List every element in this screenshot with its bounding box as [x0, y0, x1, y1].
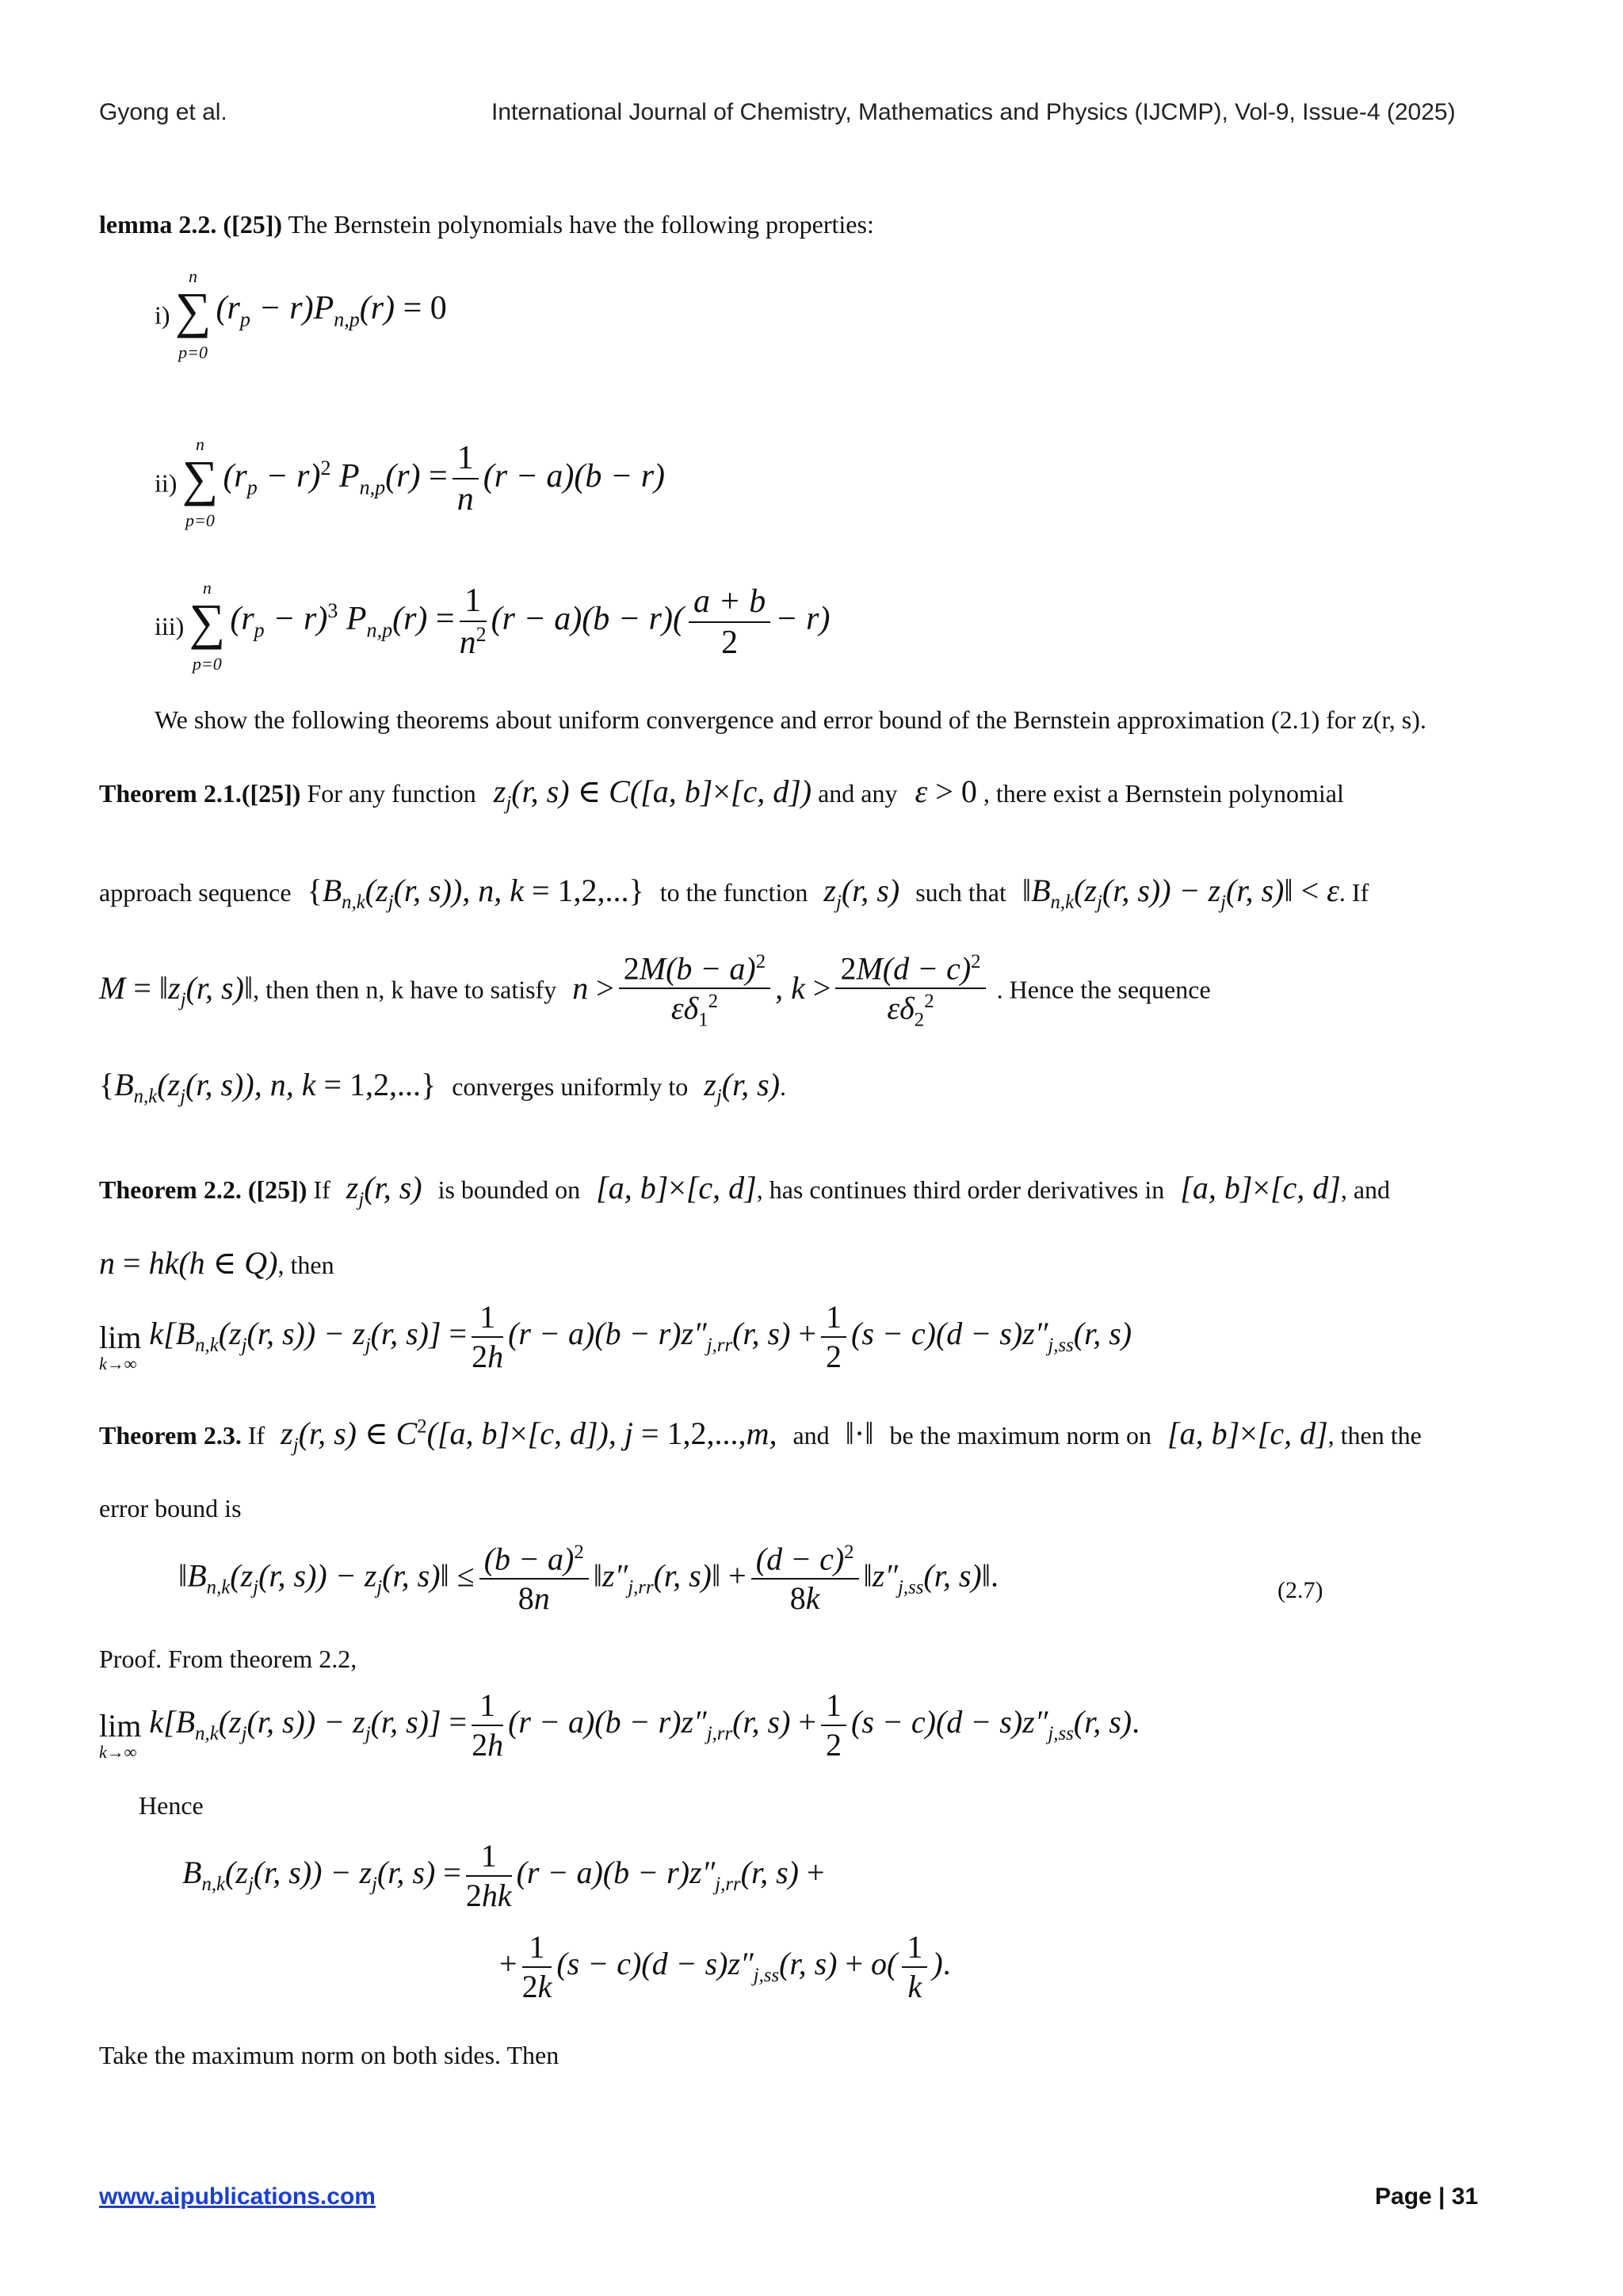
- footer-page-number: Page | 31: [1375, 2183, 1479, 2210]
- formula: {$B_{n,k}(z_j(r$, s)), n, k = 1,2,...}: [307, 873, 644, 913]
- proof-last-line: Take the maximum norm on both sides. Then: [99, 2041, 559, 2069]
- text: and: [792, 1421, 830, 1450]
- lemma-item-i: [155, 266, 447, 362]
- proof-hence: Hence: [139, 1791, 204, 1820]
- formula-i: n ∑ p=0 $(r_p - r)P_{n,p}(r) = 0$: [174, 266, 447, 362]
- proof-formula-1: lim k→∞ $k[B_{n,k}(z_j(r$, $s)) - z_j(r$, s)] = $\frac{1}{2h}$ $(r - a)(b - r)z''_{j,rr}(r$, s) + $\frac{1}{2}$ $(s - c)(d - s)z''_{j,ss}(r$, s).: [99, 1687, 1140, 1763]
- formula: n = hk(h ∈ Q): [99, 1245, 278, 1281]
- theorem-2-2-label: Theorem 2.2. ([25]): [99, 1175, 307, 1204]
- text: is bounded on: [437, 1175, 581, 1204]
- text: If: [247, 1421, 265, 1450]
- lemma-label: lemma 2.2. ([25]): [99, 210, 283, 239]
- running-header-authors: Gyong et al.: [99, 99, 227, 125]
- equation-number: (2.7): [1277, 1577, 1323, 1603]
- text: , then: [277, 1251, 334, 1279]
- text: such that: [915, 878, 1006, 907]
- item-label: i): [155, 300, 170, 330]
- theorem-2-3-label: Theorem 2.3.: [99, 1421, 242, 1450]
- formula: $M = ‖z_j(r$, s)‖: [99, 969, 254, 1010]
- lemma-item-iii: [155, 577, 831, 674]
- theorem-2-1-line-2: [99, 872, 1369, 914]
- theorem-2-1-label: Theorem 2.1.([25]): [99, 779, 301, 808]
- formula: [a, b]×[c, d]: [1167, 1415, 1328, 1451]
- formula: $‖B_{n,k}(z_j(r$, $s)) - z_j(r$, s)‖ < ε: [1022, 873, 1339, 913]
- theorem-2-2-line-1: [99, 1169, 1390, 1211]
- formula: [a, b]×[c, d]: [1180, 1170, 1341, 1205]
- text: . If: [1338, 878, 1369, 907]
- theorem-2-2-line-2: [99, 1244, 334, 1282]
- text: , has continues third order derivatives in: [756, 1175, 1165, 1204]
- formula: $z_j(r$, s): [346, 1170, 422, 1210]
- formula: n > $\frac{2M(b - a)^2}{\varepsilon\delta_1^2}$ , k > $\frac{2M(d - c)^2}{\varepsilon\delta_2^2}$: [572, 970, 990, 1006]
- equation-2-7: $‖B_{n,k}(z_j(r$, $s)) - z_j(r$, s)‖ ≤ $\frac{(b - a)^2}{8n}$ $‖z''_{j,rr}(r$, s)‖ + $\frac{(d - c)^2}{8k}$ $‖z''_{j,ss}(r$, s)‖.: [178, 1541, 999, 1617]
- footer-url-link[interactable]: www.aipublications.com: [99, 2183, 376, 2210]
- lemma-line: [99, 210, 874, 239]
- formula-iii: n ∑ p=0 $(r_p - r)^3$ $P_{n,p}(r)$ = $\frac{1}{n^2}$ (r − a)(b − r)( $\frac{a + b}{2}$ − r): [189, 577, 831, 674]
- text: If: [313, 1175, 330, 1204]
- formula: $z_j(r$, s) ∈ C([a, b]×[c, d]): [493, 774, 812, 814]
- formula: $z_j(r$, s): [704, 1067, 781, 1107]
- item-label: ii): [155, 468, 178, 498]
- formula: ‖·‖: [845, 1415, 874, 1451]
- lemma-item-ii: [155, 434, 666, 531]
- theorem-2-1-line-1: [99, 773, 1344, 815]
- text: approach sequence: [99, 878, 292, 907]
- formula: {$B_{n,k}(z_j(r$, s)), n, k = 1,2,...}: [99, 1067, 437, 1107]
- formula: ε > 0: [915, 774, 977, 809]
- text: , and: [1340, 1175, 1391, 1204]
- lemma-text: The Bernstein polynomials have the following properties:: [288, 210, 874, 239]
- text: For any function: [307, 779, 476, 808]
- proof-intro: Proof. From theorem 2.2,: [99, 1645, 357, 1673]
- item-label: iii): [155, 612, 185, 641]
- proof-formula-2-line-1: $B_{n,k}(z_j(r$, $s)) - z_j(r$, s) = $\frac{1}{2hk}$ $(r - a)(b - r)z''_{j,rr}(r$, s) +: [182, 1838, 825, 1913]
- text: , then the: [1327, 1421, 1422, 1450]
- theorem-2-3-line-2: error bound is: [99, 1494, 242, 1522]
- text: converges uniformly to: [452, 1072, 689, 1101]
- text: be the maximum norm on: [889, 1421, 1152, 1450]
- formula: [a, b]×[c, d]: [596, 1170, 757, 1205]
- text: , then then n, k have to satisfy: [253, 975, 557, 1004]
- theorem-2-2-formula: lim k→∞ $k[B_{n,k}(z_j(r$, $s)) - z_j(r$, s)] = $\frac{1}{2h}$ $(r - a)(b - r)z''_{j,rr}(r$, s) + $\frac{1}{2}$ $(s - c)(d - s)z''_{j,ss}(r$, s): [99, 1299, 1132, 1374]
- formula: $z_j(r$, s): [823, 873, 900, 913]
- proof-formula-2-line-2: + $\frac{1}{2k}$ $(s - c)(d - s)z''_{j,ss}(r$, s) + o( $\frac{1}{k}$ ).: [499, 1929, 951, 2004]
- intro-paragraph: We show the following theorems about uniform convergence and error bound of the Bernstein approximation (2.1) for z(r, s).: [155, 705, 1426, 734]
- text: , there exist a Bernstein polynomial: [983, 779, 1344, 808]
- running-header-journal: International Journal of Chemistry, Mathematics and Physics (IJCMP), Vol-9, Issue-4 (2025): [491, 99, 1456, 125]
- text: and any: [818, 779, 898, 808]
- theorem-2-1-line-3: [99, 951, 1211, 1031]
- theorem-2-1-line-4: {$B_{n,k}(z_j(r$, s)), n, k = 1,2,...} converges uniformly to $z_j(r$, s).: [99, 1067, 787, 1107]
- formula-ii: n ∑ p=0 $(r_p - r)^2$ $P_{n,p}(r)$ = $\frac{1}{n}$ (r − a)(b − r): [181, 434, 666, 531]
- text: to the function: [659, 878, 808, 907]
- theorem-2-3-line-1: [99, 1415, 1422, 1457]
- text: . Hence the sequence: [996, 975, 1211, 1004]
- formula: $z_j(r$, s) ∈ $C^2([a$, b]×[c, d]), j = 1,2,...,m,: [281, 1415, 777, 1456]
